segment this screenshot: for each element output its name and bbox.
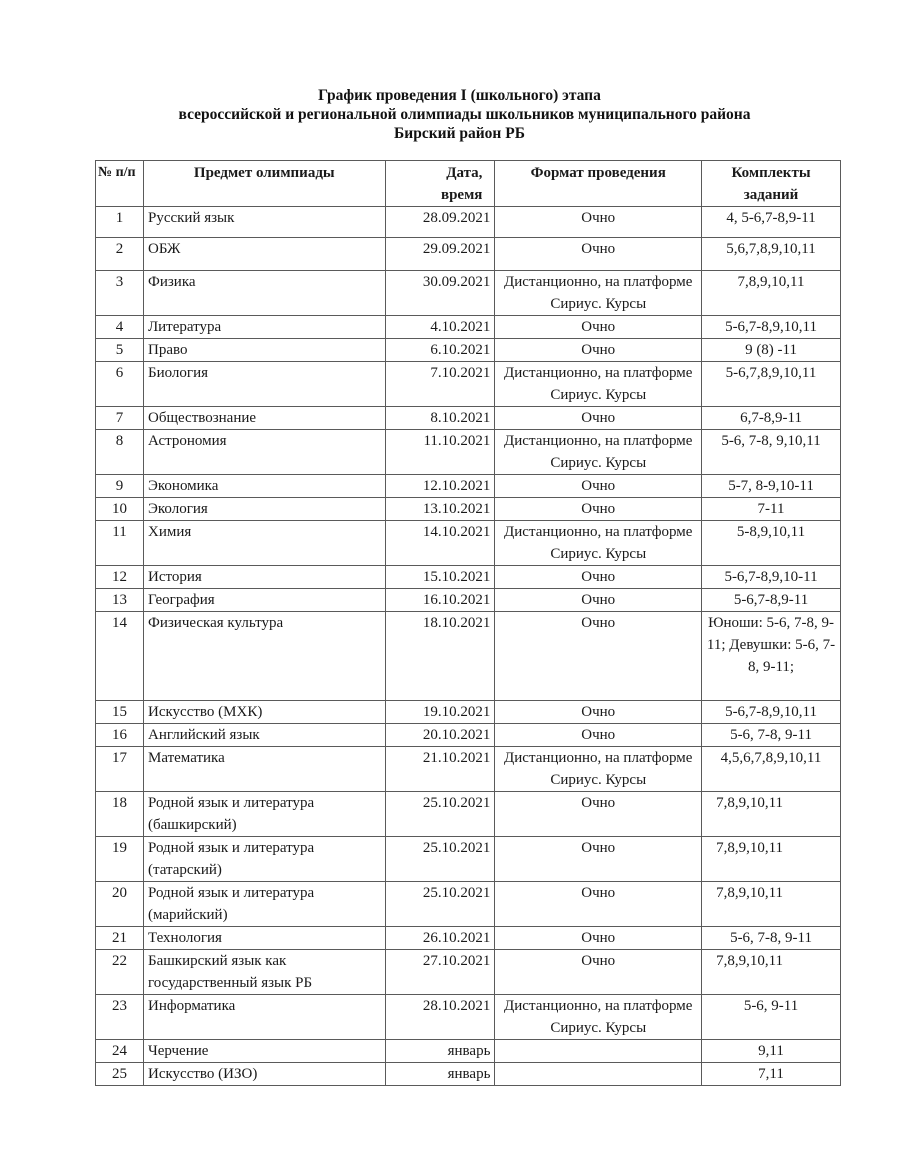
task-sets-cell: 5-6,7-8,9,10-11 xyxy=(702,566,841,589)
date-cell: 21.10.2021 xyxy=(385,747,495,792)
table-row xyxy=(96,238,841,271)
subject-cell: Экология xyxy=(143,498,385,521)
date-cell: 25.10.2021 xyxy=(385,837,495,882)
task-sets-cell: 5-6, 9-11 xyxy=(702,995,841,1040)
subject-cell: Химия xyxy=(143,521,385,566)
subject-cell: Литература xyxy=(143,316,385,339)
date-cell: 25.10.2021 xyxy=(385,882,495,927)
subject-cell: Родной язык и литература (башкирский) xyxy=(143,792,385,837)
table-row xyxy=(96,995,841,1040)
row-number: 22 xyxy=(96,950,144,995)
row-number: 3 xyxy=(96,271,144,316)
date-cell: 6.10.2021 xyxy=(385,339,495,362)
table-row xyxy=(96,498,841,521)
task-sets-cell: 5-7, 8-9,10-11 xyxy=(702,475,841,498)
row-number: 10 xyxy=(96,498,144,521)
table-row xyxy=(96,430,841,475)
format-cell: Дистанционно, на платформе Сириус. Курсы xyxy=(495,747,702,792)
task-sets-cell: 5-6, 7-8, 9-11 xyxy=(702,724,841,747)
row-number: 11 xyxy=(96,521,144,566)
subject-cell: ОБЖ xyxy=(143,238,385,271)
row-number: 7 xyxy=(96,407,144,430)
table-row xyxy=(96,589,841,612)
row-number: 23 xyxy=(96,995,144,1040)
table-row xyxy=(96,950,841,995)
task-sets-cell: 7,8,9,10,11 xyxy=(702,950,841,995)
subject-cell: География xyxy=(143,589,385,612)
table-row xyxy=(96,339,841,362)
row-number: 16 xyxy=(96,724,144,747)
table-row xyxy=(96,271,841,316)
row-number: 6 xyxy=(96,362,144,407)
format-cell: Очно xyxy=(495,701,702,724)
table-row xyxy=(96,724,841,747)
task-sets-cell: 4,5,6,7,8,9,10,11 xyxy=(702,747,841,792)
table-header-row xyxy=(96,161,841,207)
row-number: 18 xyxy=(96,792,144,837)
subject-cell: Информатика xyxy=(143,995,385,1040)
header-sets-line2: заданий xyxy=(743,187,799,203)
format-cell: Очно xyxy=(495,927,702,950)
subject-cell: Родной язык и литература (татарский) xyxy=(143,837,385,882)
row-number: 21 xyxy=(96,927,144,950)
table-row xyxy=(96,362,841,407)
row-number: 19 xyxy=(96,837,144,882)
format-cell: Дистанционно, на платформе Сириус. Курсы xyxy=(495,995,702,1040)
subject-cell: Английский язык xyxy=(143,724,385,747)
date-cell: 7.10.2021 xyxy=(385,362,495,407)
format-cell: Очно xyxy=(495,837,702,882)
table-row xyxy=(96,407,841,430)
table-row xyxy=(96,612,841,701)
format-cell: Очно xyxy=(495,792,702,837)
format-cell: Дистанционно, на платформе Сириус. Курсы xyxy=(495,362,702,407)
date-cell: январь xyxy=(385,1063,495,1086)
task-sets-cell: 7,8,9,10,11 xyxy=(702,837,841,882)
date-cell: 18.10.2021 xyxy=(385,612,495,701)
date-cell: 4.10.2021 xyxy=(385,316,495,339)
format-cell: Очно xyxy=(495,207,702,238)
subject-cell: Черчение xyxy=(143,1040,385,1063)
format-cell: Очно xyxy=(495,612,702,701)
header-num: № п/п xyxy=(96,161,144,207)
format-cell: Очно xyxy=(495,475,702,498)
row-number: 14 xyxy=(96,612,144,701)
table-row xyxy=(96,837,841,882)
row-number: 20 xyxy=(96,882,144,927)
format-cell: Дистанционно, на платформе Сириус. Курсы xyxy=(495,521,702,566)
row-number: 25 xyxy=(96,1063,144,1086)
row-number: 2 xyxy=(96,238,144,271)
subject-cell: Биология xyxy=(143,362,385,407)
subject-cell: Технология xyxy=(143,927,385,950)
task-sets-cell: 5-8,9,10,11 xyxy=(702,521,841,566)
subject-cell: Башкирский язык как государственный язык РБ xyxy=(143,950,385,995)
document-title xyxy=(0,86,899,143)
row-number: 4 xyxy=(96,316,144,339)
header-subject: Предмет олимпиады xyxy=(143,161,385,207)
task-sets-cell: 5,6,7,8,9,10,11 xyxy=(702,238,841,271)
subject-cell: Астрономия xyxy=(143,430,385,475)
task-sets-cell: 6,7-8,9-11 xyxy=(702,407,841,430)
table-row xyxy=(96,566,841,589)
subject-cell: Русский язык xyxy=(143,207,385,238)
date-cell: 28.10.2021 xyxy=(385,995,495,1040)
row-number: 12 xyxy=(96,566,144,589)
row-number: 8 xyxy=(96,430,144,475)
date-cell: 12.10.2021 xyxy=(385,475,495,498)
subject-cell: Право xyxy=(143,339,385,362)
row-number: 17 xyxy=(96,747,144,792)
header-date xyxy=(385,161,495,207)
task-sets-cell: 7-11 xyxy=(702,498,841,521)
task-sets-cell: 5-6,7-8,9-11 xyxy=(702,589,841,612)
table-row xyxy=(96,792,841,837)
format-cell: Дистанционно, на платформе Сириус. Курсы xyxy=(495,271,702,316)
format-cell: Очно xyxy=(495,566,702,589)
format-cell: Очно xyxy=(495,339,702,362)
table-row xyxy=(96,882,841,927)
date-cell: 8.10.2021 xyxy=(385,407,495,430)
subject-cell: Экономика xyxy=(143,475,385,498)
date-cell: 27.10.2021 xyxy=(385,950,495,995)
date-cell: 28.09.2021 xyxy=(385,207,495,238)
task-sets-cell: 9,11 xyxy=(702,1040,841,1063)
format-cell: Очно xyxy=(495,498,702,521)
date-cell: 14.10.2021 xyxy=(385,521,495,566)
subject-cell: Искусство (МХК) xyxy=(143,701,385,724)
table-row xyxy=(96,701,841,724)
header-format: Формат проведения xyxy=(495,161,702,207)
task-sets-cell: 7,11 xyxy=(702,1063,841,1086)
task-sets-cell: 5-6,7-8,9,10,11 xyxy=(702,316,841,339)
date-cell: 15.10.2021 xyxy=(385,566,495,589)
table-row xyxy=(96,927,841,950)
format-cell: Очно xyxy=(495,724,702,747)
task-sets-cell: 5-6, 7-8, 9,10,11 xyxy=(702,430,841,475)
format-cell: Очно xyxy=(495,950,702,995)
table-row xyxy=(96,207,841,238)
table-row xyxy=(96,521,841,566)
task-sets-cell: 5-6, 7-8, 9-11 xyxy=(702,927,841,950)
title-line: График проведения I (школьного) этапа xyxy=(318,87,601,104)
date-cell: 13.10.2021 xyxy=(385,498,495,521)
date-cell: 16.10.2021 xyxy=(385,589,495,612)
table-row xyxy=(96,747,841,792)
row-number: 1 xyxy=(96,207,144,238)
format-cell: Очно xyxy=(495,316,702,339)
subject-cell: Математика xyxy=(143,747,385,792)
subject-cell: История xyxy=(143,566,385,589)
header-date-line1: Дата, xyxy=(446,165,483,181)
table-row xyxy=(96,1040,841,1063)
format-cell: Очно xyxy=(495,882,702,927)
title-line: Бирский район РБ xyxy=(394,125,525,142)
task-sets-cell: 7,8,9,10,11 xyxy=(702,882,841,927)
date-cell: январь xyxy=(385,1040,495,1063)
date-cell: 20.10.2021 xyxy=(385,724,495,747)
task-sets-cell: 5-6,7,8,9,10,11 xyxy=(702,362,841,407)
format-cell: Очно xyxy=(495,589,702,612)
date-cell: 30.09.2021 xyxy=(385,271,495,316)
task-sets-cell: 5-6,7-8,9,10,11 xyxy=(702,701,841,724)
format-cell xyxy=(495,1063,702,1086)
row-number: 9 xyxy=(96,475,144,498)
date-cell: 29.09.2021 xyxy=(385,238,495,271)
olympiad-schedule-table xyxy=(95,160,841,1086)
task-sets-cell: 7,8,9,10,11 xyxy=(702,792,841,837)
date-cell: 19.10.2021 xyxy=(385,701,495,724)
header-date-line2: время xyxy=(440,187,483,203)
subject-cell: Искусство (ИЗО) xyxy=(143,1063,385,1086)
header-sets-line1: Комплекты xyxy=(731,165,811,181)
subject-cell: Родной язык и литература (марийский) xyxy=(143,882,385,927)
table-row xyxy=(96,1063,841,1086)
format-cell: Дистанционно, на платформе Сириус. Курсы xyxy=(495,430,702,475)
format-cell: Очно xyxy=(495,238,702,271)
row-number: 5 xyxy=(96,339,144,362)
table-row xyxy=(96,475,841,498)
task-sets-cell: Юноши: 5-6, 7-8, 9-11; Девушки: 5-6, 7-8, 9-11; xyxy=(702,612,841,701)
format-cell: Очно xyxy=(495,407,702,430)
row-number: 24 xyxy=(96,1040,144,1063)
task-sets-cell: 7,8,9,10,11 xyxy=(702,271,841,316)
date-cell: 26.10.2021 xyxy=(385,927,495,950)
date-cell: 11.10.2021 xyxy=(385,430,495,475)
subject-cell: Обществознание xyxy=(143,407,385,430)
row-number: 15 xyxy=(96,701,144,724)
subject-cell: Физическая культура xyxy=(143,612,385,701)
subject-cell: Физика xyxy=(143,271,385,316)
format-cell xyxy=(495,1040,702,1063)
date-cell: 25.10.2021 xyxy=(385,792,495,837)
table-row xyxy=(96,316,841,339)
task-sets-cell: 9 (8) -11 xyxy=(702,339,841,362)
title-line: всероссийской и региональной олимпиады школьников муниципального района xyxy=(178,106,751,123)
row-number: 13 xyxy=(96,589,144,612)
task-sets-cell: 4, 5-6,7-8,9-11 xyxy=(702,207,841,238)
header-sets xyxy=(702,161,841,207)
